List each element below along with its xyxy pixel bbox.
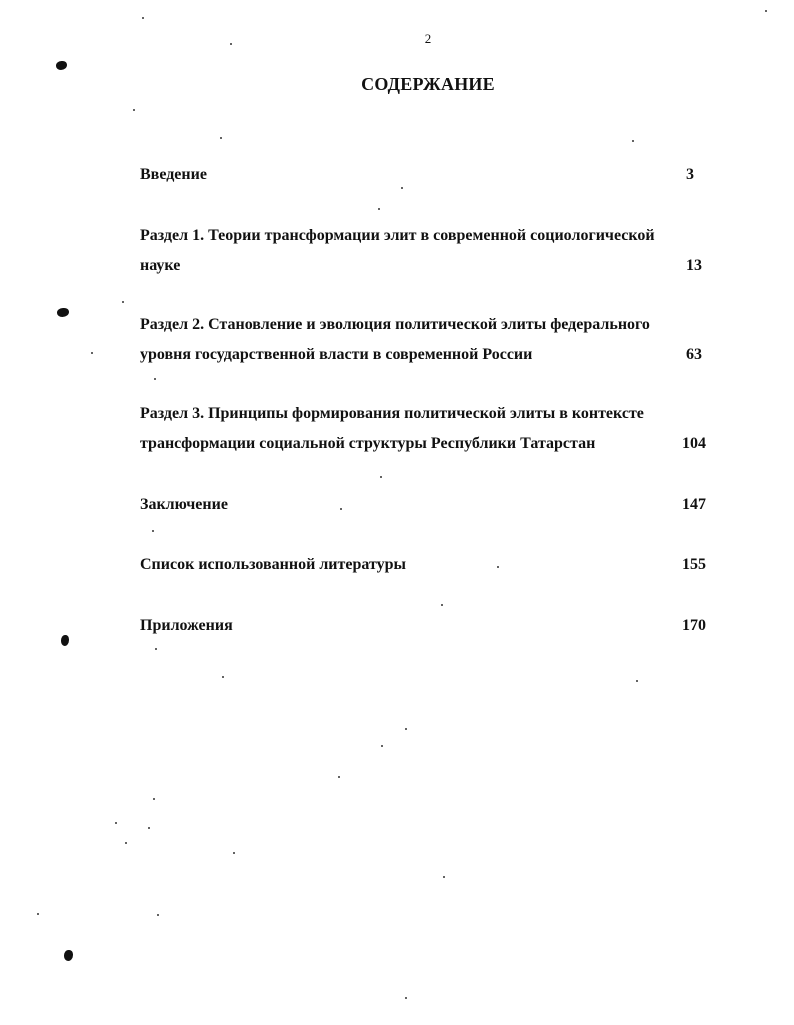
scan-speck — [380, 476, 382, 478]
toc-entry-page: 147 — [682, 496, 706, 513]
toc-entry-page: 13 — [686, 257, 702, 274]
toc-entry-page: 170 — [682, 617, 706, 634]
toc-entry-section-1 — [140, 221, 726, 281]
scan-blot — [56, 61, 67, 70]
scan-speck — [153, 798, 155, 800]
scan-speck — [230, 43, 232, 45]
toc-entry-title: Приложения — [140, 617, 233, 634]
scan-speck — [222, 676, 224, 678]
toc-entry-page: 3 — [686, 166, 694, 183]
scan-speck — [405, 997, 407, 999]
toc-entry-page: 63 — [686, 346, 702, 363]
toc-entry-appendices — [140, 611, 726, 641]
toc-entry-title-cont: трансформации социальной структуры Республики Татарстан — [140, 435, 596, 452]
toc-entry-page: 155 — [682, 556, 706, 573]
scan-speck — [340, 508, 342, 510]
scan-speck — [497, 566, 499, 568]
scan-speck — [155, 648, 157, 650]
toc-entry-section-2 — [140, 310, 726, 370]
toc-entry-title: Раздел 1. Теории трансформации элит в современной социологической — [140, 227, 655, 244]
scan-speck — [338, 776, 340, 778]
scan-speck — [152, 530, 154, 532]
toc-entry-introduction — [140, 160, 726, 190]
scan-speck — [765, 10, 767, 12]
toc-entry-bibliography — [140, 550, 726, 580]
toc-entry-section-3 — [140, 399, 726, 459]
toc-entry-title: Раздел 3. Принципы формирования политической элиты в контексте — [140, 405, 644, 422]
scan-speck — [405, 728, 407, 730]
scan-speck — [154, 378, 156, 380]
scan-speck — [125, 842, 127, 844]
scan-speck — [122, 301, 124, 303]
scan-speck — [37, 913, 39, 915]
scan-speck — [378, 208, 380, 210]
toc-entry-title: Заключение — [140, 496, 228, 513]
scan-speck — [142, 17, 144, 19]
toc-entry-title: Список использованной литературы — [140, 556, 406, 573]
page-number: 2 — [424, 31, 432, 46]
scan-speck — [441, 604, 443, 606]
scan-speck — [220, 137, 222, 139]
scan-speck — [443, 876, 445, 878]
scan-speck — [636, 680, 638, 682]
toc-entry-title: Раздел 2. Становление и эволюция политической элиты федерального — [140, 316, 650, 333]
toc-entry-title: Введение — [140, 166, 207, 183]
scan-blot — [61, 635, 69, 646]
scan-blot — [64, 950, 73, 961]
scan-speck — [157, 914, 159, 916]
scan-speck — [91, 352, 93, 354]
scan-speck — [148, 827, 150, 829]
scan-speck — [133, 109, 135, 111]
scan-speck — [233, 852, 235, 854]
toc-entry-conclusion — [140, 490, 726, 520]
toc-entry-title-cont: уровня государственной власти в современной России — [140, 346, 533, 363]
scan-speck — [632, 140, 634, 142]
scan-speck — [115, 822, 117, 824]
scan-blot — [57, 308, 69, 317]
toc-entry-page: 104 — [682, 435, 706, 452]
toc-entry-title-cont: науке — [140, 257, 181, 274]
page-title: СОДЕРЖАНИЕ — [361, 74, 495, 94]
scan-speck — [381, 745, 383, 747]
scan-speck — [401, 187, 403, 189]
